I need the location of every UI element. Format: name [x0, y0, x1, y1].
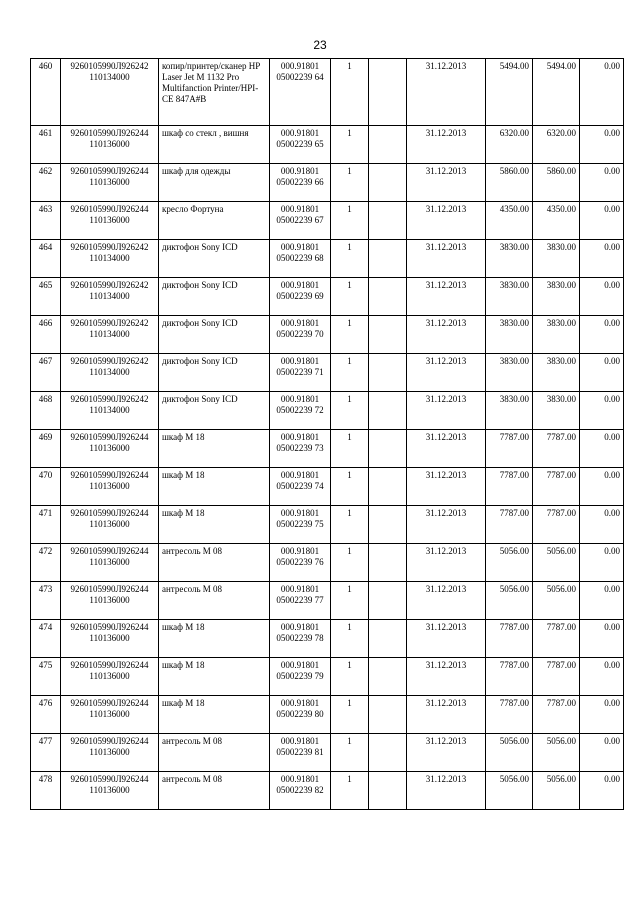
item-name: антресоль М 08	[159, 582, 270, 620]
inventory-number: 000.91801 05002239 80	[270, 696, 331, 734]
inventory-number: 000.91801 05002239 67	[270, 202, 331, 240]
account-code-line: 9260105990Л926244	[70, 660, 149, 670]
date: 31.12.2013	[407, 468, 486, 506]
table-row	[31, 164, 624, 202]
item-name: шкаф М 18	[159, 506, 270, 544]
account-code-line: 9260105990Л926242	[70, 61, 149, 71]
date: 31.12.2013	[407, 582, 486, 620]
residual-value: 0.00	[580, 164, 624, 202]
inventory-number: 000.91801 05002239 78	[270, 620, 331, 658]
item-name: копир/принтер/сканер HP Laser Jet M 1132 Pro Multifanction Printer/HPI-CE 847A#B	[159, 59, 270, 126]
inventory-number: 000.91801 05002239 70	[270, 316, 331, 354]
row-number: 470	[31, 468, 61, 506]
residual-value: 0.00	[580, 392, 624, 430]
account-code	[61, 59, 159, 126]
inventory-number: 000.91801 05002239 81	[270, 734, 331, 772]
inventory-number: 000.91801 05002239 64	[270, 59, 331, 126]
item-name: антресоль М 08	[159, 734, 270, 772]
empty-cell	[369, 126, 407, 164]
table-row	[31, 316, 624, 354]
item-name: кресло Фортуна	[159, 202, 270, 240]
account-code-line: 110134000	[89, 253, 130, 263]
residual-value: 0.00	[580, 544, 624, 582]
amount-value: 5494.00	[533, 59, 580, 126]
date: 31.12.2013	[407, 506, 486, 544]
residual-value: 0.00	[580, 59, 624, 126]
residual-value: 0.00	[580, 506, 624, 544]
amount-value: 6320.00	[486, 126, 533, 164]
amount-value: 7787.00	[486, 696, 533, 734]
date: 31.12.2013	[407, 240, 486, 278]
account-code	[61, 392, 159, 430]
date: 31.12.2013	[407, 164, 486, 202]
table-row	[31, 620, 624, 658]
row-number: 473	[31, 582, 61, 620]
quantity: 1	[331, 202, 369, 240]
quantity: 1	[331, 696, 369, 734]
account-code	[61, 240, 159, 278]
empty-cell	[369, 772, 407, 810]
amount-value: 7787.00	[486, 430, 533, 468]
inventory-number: 000.91801 05002239 71	[270, 354, 331, 392]
account-code-line: 9260105990Л926244	[70, 508, 149, 518]
account-code	[61, 468, 159, 506]
date: 31.12.2013	[407, 734, 486, 772]
table-row	[31, 392, 624, 430]
date: 31.12.2013	[407, 620, 486, 658]
table-row	[31, 658, 624, 696]
item-name: диктофон Sony ICD	[159, 392, 270, 430]
account-code-line: 110136000	[89, 595, 130, 605]
quantity: 1	[331, 772, 369, 810]
account-code-line: 9260105990Л926244	[70, 698, 149, 708]
amount-value: 7787.00	[533, 620, 580, 658]
item-name: шкаф со стекл , вишня	[159, 126, 270, 164]
inventory-number: 000.91801 05002239 74	[270, 468, 331, 506]
account-code	[61, 620, 159, 658]
table-row	[31, 544, 624, 582]
account-code-line: 110136000	[89, 443, 130, 453]
account-code-line: 110134000	[89, 291, 130, 301]
date: 31.12.2013	[407, 544, 486, 582]
account-code	[61, 164, 159, 202]
empty-cell	[369, 59, 407, 126]
inventory-number: 000.91801 05002239 73	[270, 430, 331, 468]
amount-value: 5056.00	[486, 772, 533, 810]
residual-value: 0.00	[580, 316, 624, 354]
amount-value: 7787.00	[486, 620, 533, 658]
empty-cell	[369, 620, 407, 658]
account-code-line: 9260105990Л926244	[70, 546, 149, 556]
item-name: шкаф для одежды	[159, 164, 270, 202]
quantity: 1	[331, 430, 369, 468]
amount-value: 3830.00	[533, 392, 580, 430]
table-row	[31, 126, 624, 164]
account-code-line: 9260105990Л926244	[70, 736, 149, 746]
account-code	[61, 696, 159, 734]
quantity: 1	[331, 278, 369, 316]
amount-value: 5860.00	[533, 164, 580, 202]
amount-value: 7787.00	[533, 506, 580, 544]
residual-value: 0.00	[580, 354, 624, 392]
amount-value: 7787.00	[533, 658, 580, 696]
account-code-line: 110134000	[89, 72, 130, 82]
table-row	[31, 506, 624, 544]
inventory-number: 000.91801 05002239 69	[270, 278, 331, 316]
inventory-number: 000.91801 05002239 79	[270, 658, 331, 696]
account-code	[61, 278, 159, 316]
amount-value: 7787.00	[486, 506, 533, 544]
table-row	[31, 59, 624, 126]
quantity: 1	[331, 468, 369, 506]
item-name: шкаф М 18	[159, 620, 270, 658]
inventory-number: 000.91801 05002239 65	[270, 126, 331, 164]
amount-value: 5056.00	[533, 582, 580, 620]
account-code-line: 110136000	[89, 709, 130, 719]
date: 31.12.2013	[407, 126, 486, 164]
amount-value: 3830.00	[533, 240, 580, 278]
amount-value: 3830.00	[486, 240, 533, 278]
empty-cell	[369, 202, 407, 240]
account-code-line: 9260105990Л926242	[70, 394, 149, 404]
item-name: шкаф М 18	[159, 430, 270, 468]
quantity: 1	[331, 354, 369, 392]
amount-value: 3830.00	[486, 316, 533, 354]
account-code-line: 110134000	[89, 405, 130, 415]
row-number: 466	[31, 316, 61, 354]
row-number: 463	[31, 202, 61, 240]
account-code	[61, 316, 159, 354]
item-name: антресоль М 08	[159, 544, 270, 582]
residual-value: 0.00	[580, 696, 624, 734]
account-code-line: 110134000	[89, 329, 130, 339]
residual-value: 0.00	[580, 126, 624, 164]
account-code-line: 9260105990Л926244	[70, 584, 149, 594]
amount-value: 3830.00	[486, 354, 533, 392]
amount-value: 3830.00	[486, 392, 533, 430]
account-code-line: 110136000	[89, 633, 130, 643]
residual-value: 0.00	[580, 202, 624, 240]
amount-value: 5860.00	[486, 164, 533, 202]
empty-cell	[369, 278, 407, 316]
amount-value: 3830.00	[533, 354, 580, 392]
account-code-line: 110136000	[89, 785, 130, 795]
account-code-line: 9260105990Л926244	[70, 204, 149, 214]
quantity: 1	[331, 506, 369, 544]
residual-value: 0.00	[580, 658, 624, 696]
account-code	[61, 430, 159, 468]
quantity: 1	[331, 316, 369, 354]
residual-value: 0.00	[580, 772, 624, 810]
account-code-line: 110136000	[89, 139, 130, 149]
amount-value: 7787.00	[533, 430, 580, 468]
row-number: 460	[31, 59, 61, 126]
account-code	[61, 506, 159, 544]
quantity: 1	[331, 658, 369, 696]
account-code-line: 110136000	[89, 177, 130, 187]
row-number: 468	[31, 392, 61, 430]
date: 31.12.2013	[407, 354, 486, 392]
quantity: 1	[331, 240, 369, 278]
account-code	[61, 658, 159, 696]
table-row	[31, 696, 624, 734]
amount-value: 4350.00	[533, 202, 580, 240]
row-number: 461	[31, 126, 61, 164]
table-row	[31, 354, 624, 392]
quantity: 1	[331, 59, 369, 126]
inventory-number: 000.91801 05002239 77	[270, 582, 331, 620]
account-code-line: 110136000	[89, 557, 130, 567]
row-number: 467	[31, 354, 61, 392]
empty-cell	[369, 658, 407, 696]
account-code-line: 9260105990Л926242	[70, 318, 149, 328]
date: 31.12.2013	[407, 278, 486, 316]
amount-value: 7787.00	[533, 468, 580, 506]
account-code-line: 9260105990Л926244	[70, 128, 149, 138]
residual-value: 0.00	[580, 278, 624, 316]
inventory-number: 000.91801 05002239 75	[270, 506, 331, 544]
account-code-line: 9260105990Л926244	[70, 432, 149, 442]
amount-value: 3830.00	[533, 278, 580, 316]
account-code	[61, 772, 159, 810]
amount-value: 7787.00	[486, 658, 533, 696]
item-name: шкаф М 18	[159, 658, 270, 696]
date: 31.12.2013	[407, 59, 486, 126]
quantity: 1	[331, 734, 369, 772]
row-number: 469	[31, 430, 61, 468]
account-code-line: 9260105990Л926244	[70, 774, 149, 784]
row-number: 472	[31, 544, 61, 582]
date: 31.12.2013	[407, 316, 486, 354]
amount-value: 5056.00	[486, 734, 533, 772]
account-code-line: 9260105990Л926244	[70, 470, 149, 480]
item-name: диктофон Sony ICD	[159, 240, 270, 278]
account-code	[61, 734, 159, 772]
residual-value: 0.00	[580, 620, 624, 658]
residual-value: 0.00	[580, 430, 624, 468]
amount-value: 6320.00	[533, 126, 580, 164]
account-code	[61, 202, 159, 240]
amount-value: 3830.00	[486, 278, 533, 316]
table-row	[31, 582, 624, 620]
table-row	[31, 240, 624, 278]
quantity: 1	[331, 164, 369, 202]
account-code-line: 9260105990Л926242	[70, 242, 149, 252]
row-number: 478	[31, 772, 61, 810]
quantity: 1	[331, 126, 369, 164]
account-code	[61, 544, 159, 582]
row-number: 464	[31, 240, 61, 278]
amount-value: 5056.00	[533, 544, 580, 582]
amount-value: 5056.00	[533, 772, 580, 810]
table-row	[31, 734, 624, 772]
quantity: 1	[331, 392, 369, 430]
row-number: 474	[31, 620, 61, 658]
amount-value: 7787.00	[486, 468, 533, 506]
empty-cell	[369, 392, 407, 430]
row-number: 465	[31, 278, 61, 316]
account-code-line: 9260105990Л926242	[70, 356, 149, 366]
amount-value: 3830.00	[533, 316, 580, 354]
amount-value: 4350.00	[486, 202, 533, 240]
inventory-number: 000.91801 05002239 76	[270, 544, 331, 582]
item-name: антресоль М 08	[159, 772, 270, 810]
empty-cell	[369, 468, 407, 506]
account-code	[61, 126, 159, 164]
amount-value: 7787.00	[533, 696, 580, 734]
inventory-number: 000.91801 05002239 82	[270, 772, 331, 810]
item-name: диктофон Sony ICD	[159, 316, 270, 354]
empty-cell	[369, 240, 407, 278]
inventory-number: 000.91801 05002239 72	[270, 392, 331, 430]
inventory-table	[30, 58, 624, 810]
account-code-line: 110136000	[89, 519, 130, 529]
amount-value: 5494.00	[486, 59, 533, 126]
quantity: 1	[331, 620, 369, 658]
account-code-line: 9260105990Л926244	[70, 166, 149, 176]
date: 31.12.2013	[407, 658, 486, 696]
account-code-line: 110136000	[89, 215, 130, 225]
empty-cell	[369, 506, 407, 544]
account-code-line: 9260105990Л926242	[70, 280, 149, 290]
date: 31.12.2013	[407, 772, 486, 810]
empty-cell	[369, 316, 407, 354]
empty-cell	[369, 544, 407, 582]
row-number: 477	[31, 734, 61, 772]
item-name: диктофон Sony ICD	[159, 278, 270, 316]
account-code-line: 110136000	[89, 671, 130, 681]
residual-value: 0.00	[580, 734, 624, 772]
amount-value: 5056.00	[486, 582, 533, 620]
table-row	[31, 430, 624, 468]
row-number: 475	[31, 658, 61, 696]
row-number: 462	[31, 164, 61, 202]
row-number: 476	[31, 696, 61, 734]
table-row	[31, 202, 624, 240]
inventory-rows	[31, 59, 624, 810]
quantity: 1	[331, 544, 369, 582]
date: 31.12.2013	[407, 202, 486, 240]
table-row	[31, 468, 624, 506]
empty-cell	[369, 430, 407, 468]
row-number: 471	[31, 506, 61, 544]
empty-cell	[369, 696, 407, 734]
empty-cell	[369, 734, 407, 772]
table-row	[31, 278, 624, 316]
residual-value: 0.00	[580, 468, 624, 506]
account-code	[61, 582, 159, 620]
account-code	[61, 354, 159, 392]
amount-value: 5056.00	[486, 544, 533, 582]
item-name: диктофон Sony ICD	[159, 354, 270, 392]
residual-value: 0.00	[580, 240, 624, 278]
date: 31.12.2013	[407, 430, 486, 468]
account-code-line: 9260105990Л926244	[70, 622, 149, 632]
account-code-line: 110136000	[89, 747, 130, 757]
account-code-line: 110134000	[89, 367, 130, 377]
empty-cell	[369, 354, 407, 392]
account-code-line: 110136000	[89, 481, 130, 491]
empty-cell	[369, 582, 407, 620]
inventory-number: 000.91801 05002239 68	[270, 240, 331, 278]
date: 31.12.2013	[407, 696, 486, 734]
item-name: шкаф М 18	[159, 696, 270, 734]
empty-cell	[369, 164, 407, 202]
page-number: 23	[313, 38, 327, 52]
date: 31.12.2013	[407, 392, 486, 430]
table-row	[31, 772, 624, 810]
amount-value: 5056.00	[533, 734, 580, 772]
inventory-number: 000.91801 05002239 66	[270, 164, 331, 202]
quantity: 1	[331, 582, 369, 620]
residual-value: 0.00	[580, 582, 624, 620]
item-name: шкаф М 18	[159, 468, 270, 506]
